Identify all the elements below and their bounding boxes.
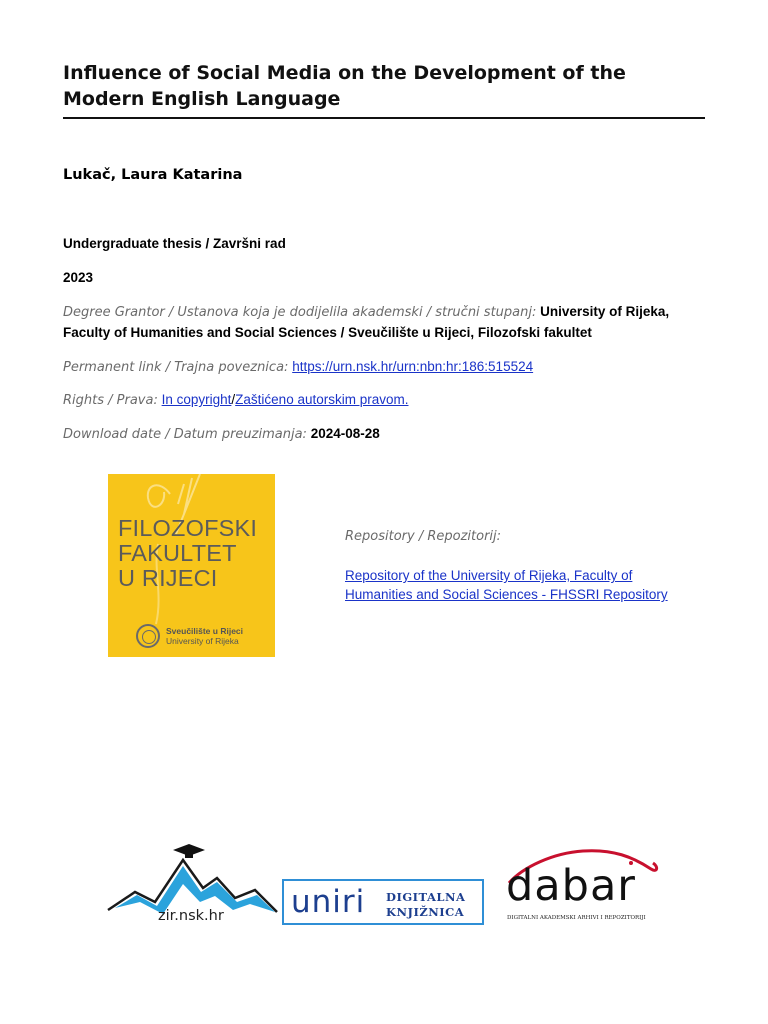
document-title: Influence of Social Media on the Development of the Modern English Language <box>63 62 626 110</box>
rights-link-in-copyright[interactable]: In copyright <box>161 392 232 407</box>
download-date-value: 2024-08-28 <box>310 426 380 441</box>
degree-grantor <box>63 302 713 343</box>
year: 2023 <box>63 270 94 285</box>
rights-label: Rights / Prava: <box>63 393 158 408</box>
faculty-logo-line2: FAKULTET <box>118 540 237 566</box>
faculty-logo-line1: FILOZOFSKI <box>118 515 258 541</box>
uniri-logo-word: uniri <box>291 884 366 920</box>
faculty-logo-uni-line1: Sveučilište u Rijeci <box>166 626 244 636</box>
download-date-row <box>63 424 713 445</box>
university-seal-icon <box>136 624 160 648</box>
rights-link-zasticeno[interactable]: Zaštićeno autorskim pravom. <box>235 392 409 407</box>
permanent-link-label: Permanent link / Trajna poveznica: <box>63 360 289 375</box>
faculty-logo <box>108 474 275 657</box>
rights-separator: / <box>231 392 236 407</box>
faculty-logo-uni-line2: University of Rijeka <box>166 636 239 646</box>
author-name: Lukač, Laura Katarina <box>63 167 243 183</box>
dabar-logo-word: dabar <box>506 861 636 911</box>
download-date-label: Download date / Datum preuzimanja: <box>63 427 307 442</box>
faculty-logo-line3: U RIJECI <box>118 565 218 591</box>
repository-link[interactable]: Repository of the University of Rijeka, Faculty of Humanities and Social Sciences - FHSSRI Repository <box>345 568 668 602</box>
uniri-logo-line1: DIGITALNA <box>386 890 466 904</box>
title-divider <box>63 117 705 119</box>
degree-grantor-label: Degree Grantor / Ustanova koja je dodijelila akademski / stručni stupanj: <box>63 305 537 320</box>
degree-grantor-value: University of Rijeka, Faculty of Humanities and Social Sciences / Sveučilište u Rijeci, Filozofski fakultet <box>63 304 670 340</box>
zir-logo-text: zir.nsk.hr <box>158 908 224 924</box>
uniri-logo-line2: KNJIŽNICA <box>386 905 465 919</box>
repository-label: Repository / Repozitorij: <box>345 529 502 544</box>
permanent-link[interactable]: https://urn.nsk.hr/urn:nbn:hr:186:515524 <box>292 359 534 374</box>
permanent-link-row <box>63 357 713 378</box>
thesis-type: Undergraduate thesis / Završni rad <box>63 236 286 251</box>
dabar-logo-subtitle: DIGITALNI AKADEMSKI ARHIVI I REPOZITORIJI <box>507 915 646 921</box>
uniri-digital-library-logo <box>282 879 484 925</box>
rights-row <box>63 390 713 411</box>
